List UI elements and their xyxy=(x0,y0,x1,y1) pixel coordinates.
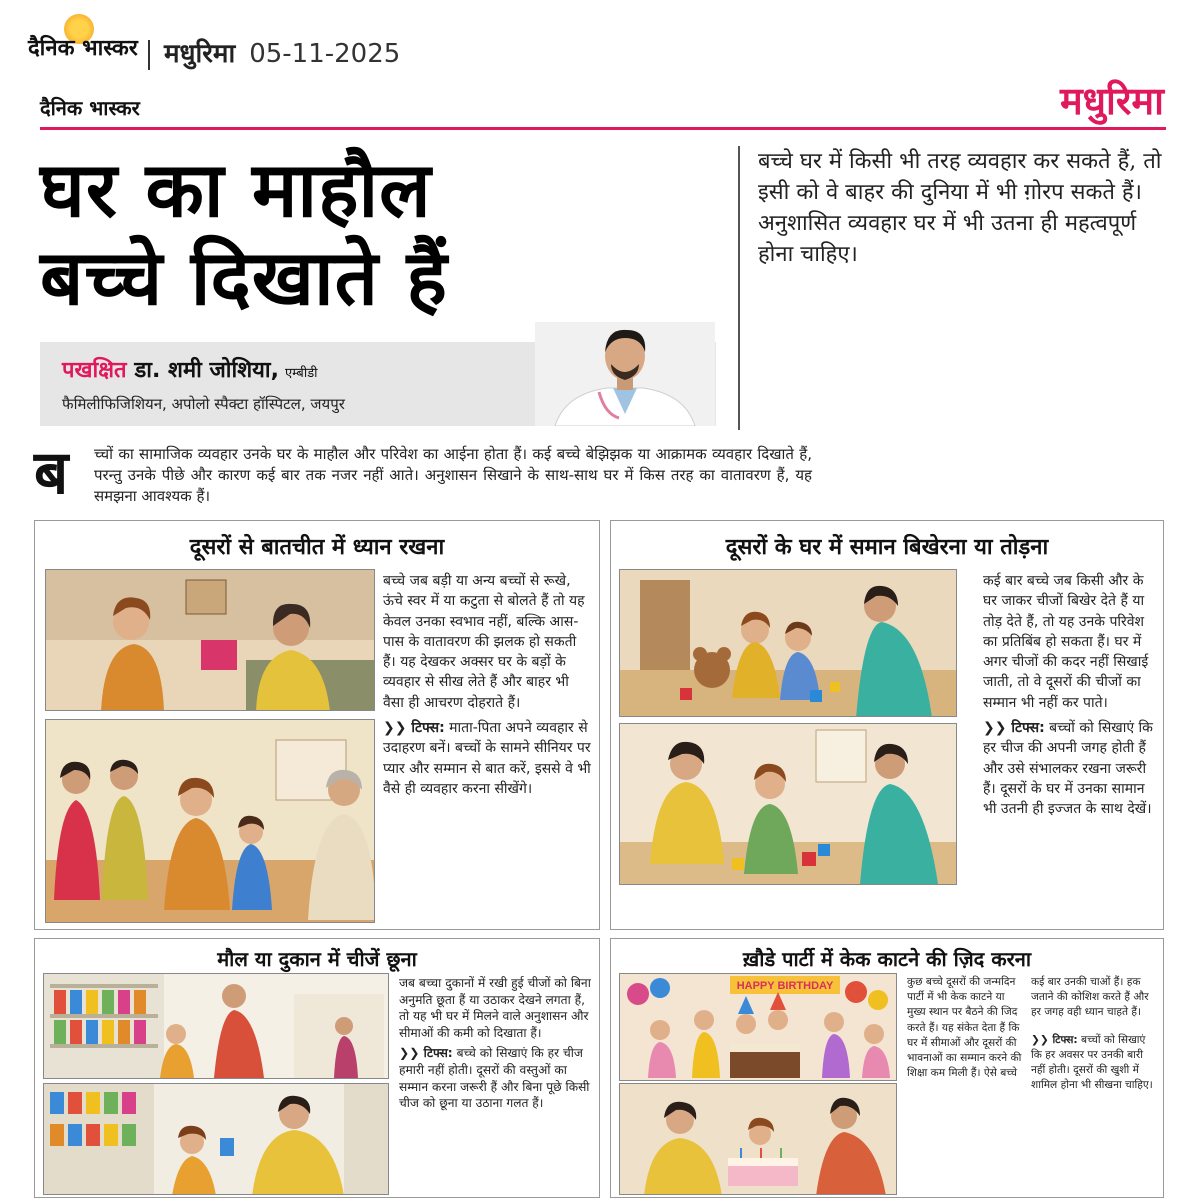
illustration-shop-father xyxy=(43,1083,389,1195)
panel-body: कई बार उनकी चाओं हैं। हक जताने की कोशिश करते हैं और हर जगह वही ध्यान चाहते हैं। xyxy=(1031,976,1149,1019)
tip-text: बच्चों को सिखाएं कि हर चीज की अपनी जगह होती हैं और उसे संभालकर रखना जरूरी हैं। दूसरों के घर में उनका सामान भी उतनी ही इज्जत के साथ देखें। xyxy=(983,720,1153,818)
panel-body-left: कुछ बच्चे दूसरों की जन्मदिन पार्टी में भी केक काटने या मुख्य स्थान पर बैठने की जिद करते हैं। यह संकेत देता हैं कि घर में सीमाओं और दूसरों की भावनाओं का सम्मान करने की शिक्षा कम मिली हैं। ऐसे बच्चे xyxy=(907,976,1022,1080)
publication-line xyxy=(148,34,400,70)
panel-body: बच्चे जब बड़ी या अन्य बच्चों से रूखे, ऊंचे स्वर में या कटुता से बोलते हैं तो यह केवल उनका स्वभाव नहीं, बल्कि आस-पास के वातावरण की झलक हो सकती हैं। यह देखकर अक्सर घर के बड़ों के व्यवहार से सीख लेते हैं और बाहर भी वैसा ही आचरण दोहराते हैं। xyxy=(383,573,585,711)
publication-date: 05-11-2025 xyxy=(249,39,401,69)
panel-breaking-things xyxy=(610,520,1164,930)
author-degree: एम्बीडी xyxy=(284,366,318,381)
publication-name: मधुरिमा xyxy=(164,39,236,69)
illustration-family-floor xyxy=(45,719,375,923)
panel-title: मौल या दुकान में चीजें छूना xyxy=(217,947,417,971)
illustration-birthday-kids xyxy=(619,973,897,1081)
logo-subtitle: दैनिक भास्कर xyxy=(40,96,140,120)
panel-touching-in-mall xyxy=(34,938,600,1198)
illustration-birthday-cake xyxy=(619,1083,897,1195)
panel-body: कई बार बच्चे जब किसी और के घर जाकर चीजों बिखेर देते हैं या तोड़ देते हैं, तो यह उनके परिवेश का प्रतिबिंब हो सकता हैं। घर में अगर चीजों की कदर नहीं सिखाई जाती, तो वे दूसरों की चीजों का सम्मान भी नहीं कर पाते। xyxy=(983,573,1149,711)
author-designation: फैमिलीफिजिशियन, अपोलो स्पैक्टा हॉस्पिटल, जयपुर xyxy=(62,395,345,413)
doctor-photo xyxy=(535,322,715,426)
byline-label: पखक्षित xyxy=(62,358,127,383)
panel-conversation xyxy=(34,520,600,930)
tip-text: बच्चे को सिखाएं कि हर चीज हमारी नहीं होती। दूसरों की वस्तुओं का सम्मान करना जरूरी हैं और बिना पूछे किसी चीज को छूना या उठाना गलत हैं। xyxy=(399,1046,590,1111)
panel-title: दूसरों के घर में समान बिखेरना या तोड़ना xyxy=(725,535,1049,560)
panel-tip xyxy=(399,1045,595,1111)
panel-birthday-party xyxy=(610,938,1164,1198)
tip-label: ❯❯ टिफ्स: xyxy=(1031,1033,1078,1046)
panel-body-text xyxy=(399,975,595,1112)
tip-label: ❯❯ टिफ्स: xyxy=(983,720,1045,737)
drop-cap: ब xyxy=(34,438,69,508)
divider xyxy=(148,40,150,70)
panel-body: जब बच्चा दुकानों में रखी हुई चीजों को बिना अनुमति छूता हैं या उठाकर देखने लगता हैं, तो यह भी घर में मिलने वाले अनुशासन और सीमाओं की कमी को दिखाता हैं। xyxy=(399,976,591,1040)
column-rule xyxy=(738,146,740,430)
panel-tip xyxy=(1031,1033,1157,1094)
headline-line-2: बच्चे दिखाते हैं xyxy=(40,233,448,322)
tip-text: बच्चों को सिखाएं कि हर अवसर पर उनकी बारी नहीं होती। दूसरों की खुशी में शामिल होना भी सीखना चाहिए। xyxy=(1031,1033,1153,1092)
panel-title: ख़ौडे पार्टी में केक काटने की ज़िद करना xyxy=(742,947,1032,971)
side-quote: बच्चे घर में किसी भी तरह व्यवहार कर सकते हैं, तो इसी को वे बाहर की दुनिया में भी ग़ोरप सकते हैं। अनुशासित व्यवहार घर में भी उतना ही महत्वपूर्ण होना चाहिए। xyxy=(758,149,1162,267)
tip-text: माता-पिता अपने व्यवहार से उदाहरण बनें। बच्चों के सामने सीनियर पर प्यार और सम्मान से बात करें, इससे वे भी वैसे ही व्यवहार करना सीखेंगे। xyxy=(383,720,591,797)
headline-line-1: घर का माहौल xyxy=(40,145,432,234)
byline-author-line xyxy=(62,354,318,384)
illustration-family-blocks xyxy=(619,723,957,885)
dainik-bhaskar-logo xyxy=(28,12,138,88)
panel-title: दूसरों से बातचीत में ध्यान रखना xyxy=(189,535,445,560)
author-name: डा. शमी जोशिया, xyxy=(134,358,279,383)
panel-tip xyxy=(383,718,593,799)
panel-body-text xyxy=(383,571,593,799)
illustration-mess-toys xyxy=(619,569,957,717)
tip-label: ❯❯ टिफ्स: xyxy=(383,720,445,737)
panel-tip xyxy=(983,718,1155,819)
birthday-banner: HAPPY BIRTHDAY xyxy=(736,980,834,992)
illustration-family-talk xyxy=(45,569,375,711)
tip-label: ❯❯ टिफ्स: xyxy=(399,1046,453,1061)
panel-body-text xyxy=(983,571,1155,820)
headline xyxy=(40,146,720,322)
section-tag: मधुरिमा xyxy=(1059,79,1164,123)
header-rule xyxy=(40,127,1166,130)
illustration-shop-shelves xyxy=(43,973,389,1079)
panel-body-right xyxy=(1031,975,1157,1093)
logo-name: दैनिक भास्कर xyxy=(28,36,138,61)
intro-paragraph: च्चों का सामाजिक व्यवहार उनके घर के माहौल और परिवेश का आईना होता हैं। कई बच्चे बेझिझक या आक्रामक व्यवहार दिखाते हैं, परन्तु उनके पीछे और कारण कई बार तक नजर नहीं आते। अनुशासन सिखाने के साथ-साथ घर में किस तरह का वातावरण हैं, यह समझना आवश्यक हैं। xyxy=(94,445,812,505)
